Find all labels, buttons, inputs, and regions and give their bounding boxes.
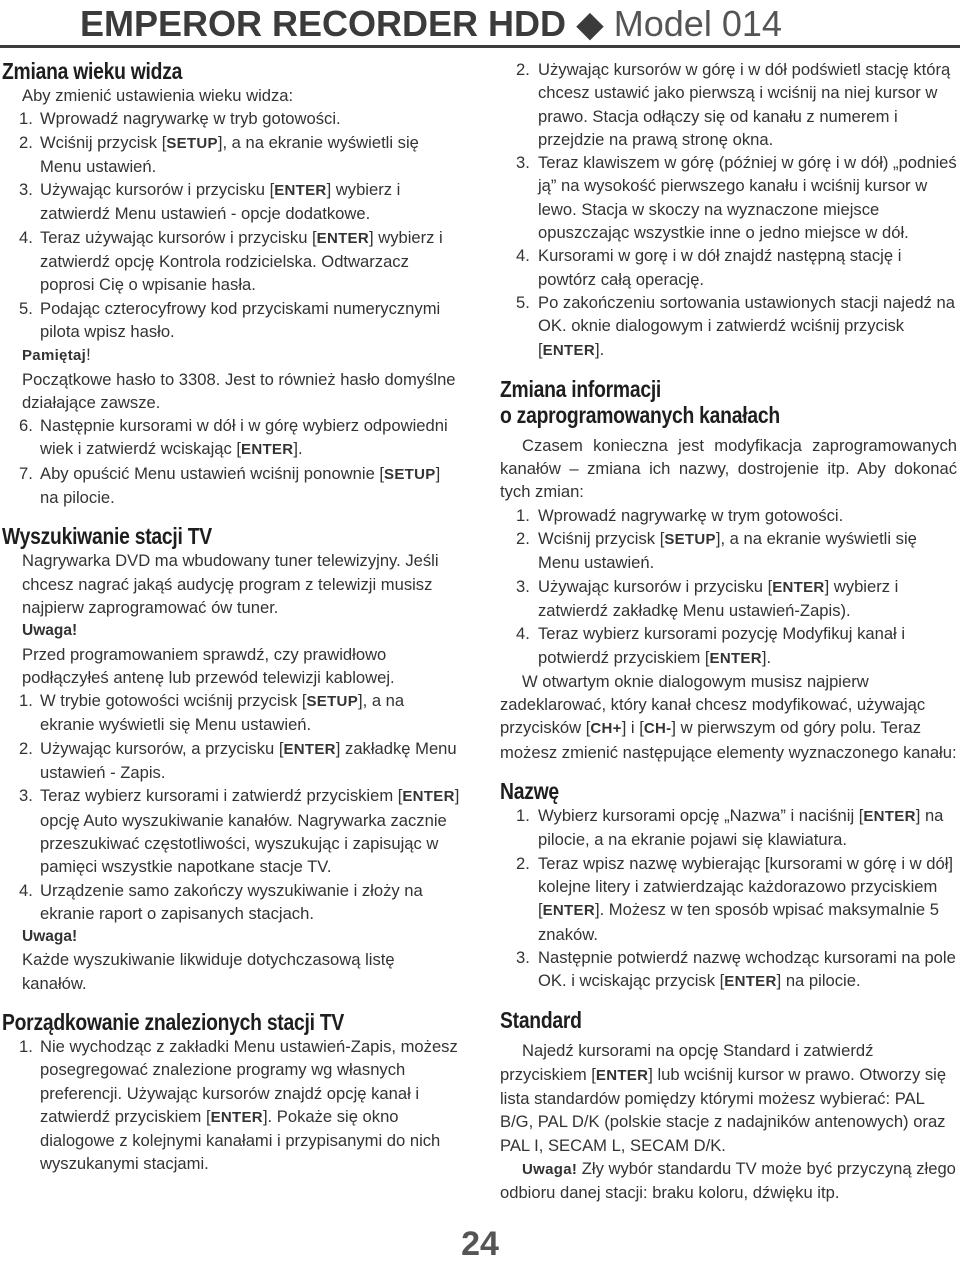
heading-zmiana-wieku: Zmiana wieku widza	[2, 58, 183, 84]
enter-key: ENTER	[274, 182, 327, 200]
list-item: 1. Nie wychodząc z zakładki Menu ustawień-Zapis, możesz posegregować znalezione programy wg własnych preferencji. Używając kursorów znajdź opcję kanał i zatwierdź przyciskiem [ENTER]. Pokaże się okno dialogowe z kolejnymi kanałami i przypisanymi do nich wyszukanymi stacjami.	[19, 1036, 458, 1174]
list-item: 4. Kursorami w gorę i w dół znajdź następną stację i powtórz całą operację.	[516, 246, 902, 289]
enter-key: ENTER	[402, 788, 455, 806]
header-title	[80, 2, 782, 46]
list-wiek-cont	[2, 414, 460, 509]
setup-key: SETUP	[664, 531, 716, 549]
dialog-text: W otwartym oknie dialogowym musisz najpierw zadeklarować, który kanał chcesz modyfikować, używając przycisków [CH+] i [CH-] w pierwszym od góry polu. Teraz możesz zmienić następujące elementy wyznaczonego kanału:	[500, 671, 957, 762]
ch-plus-key: CH+	[590, 720, 622, 738]
right-column	[500, 58, 957, 1204]
page-footer	[0, 1222, 960, 1267]
modification-intro: Czasem konieczna jest modyfikacja zaprogramowanych kanałów – zmiana ich nazwy, dostrojenie itp. Aby dokonać tych zmian:	[500, 435, 957, 502]
list-item: 2. Teraz wpisz nazwę wybierając [kursorami w górę i w dół] kolejne litery i zatwierdzając każdorazowo przyciskiem [ENTER]. Możesz w ten sposób wpisać maksymalnie 5 znaków.	[516, 853, 953, 944]
list-item: 3. Używając kursorów i przycisku [ENTER] wybierz i zatwierdź Menu ustawień - opcje dodatkowe.	[19, 180, 401, 224]
page-number: 24	[461, 1225, 499, 1263]
heading-wyszukiwanie: Wyszukiwanie stacji TV	[2, 523, 212, 550]
left-column	[2, 58, 460, 1176]
warning-label: Uwaga!	[22, 928, 78, 946]
reset-text: Każde wyszukiwanie likwiduje dotychczasową listę kanałów.	[22, 950, 395, 993]
list-porzadkowanie	[2, 1035, 460, 1176]
list-item: 5. Po zakończeniu sortowania ustawionych stacji najedź na OK. oknie dialogowym i zatwierdź wciśnij przycisk [ENTER].	[516, 292, 955, 359]
ch-minus-key: CH-	[643, 720, 672, 738]
enter-key: ENTER	[772, 578, 825, 596]
list-item: 3. Teraz wybierz kursorami i zatwierdź przyciskiem [ENTER] opcję Auto wyszukiwanie kanałów. Nagrywarka zacznie przeszukiwać częstotliwości, wyszukując i zapisując w pamięci wszystkie napotkane stacje TV.	[19, 786, 460, 877]
list-item: 1. W trybie gotowości wciśnij przycisk [SETUP], a na ekranie wyświetli się Menu ustawień.	[19, 691, 405, 735]
tuner-text: Nagrywarka DVD ma wbudowany tuner telewizyjny. Jeśli chcesz nagrać jakąś audycję program z telewizji musisz najpierw zaprogramować ów tuner.	[22, 551, 439, 617]
heading-porzadkowanie: Porządkowanie znalezionych stacji TV	[2, 1008, 345, 1035]
list-item: 1. Wprowadź nagrywarkę w trym gotowości.	[516, 505, 844, 525]
list-nazwe	[500, 804, 957, 993]
heading-zmiana-informacji: Zmiana informacji o zaprogramowanych kanałach	[500, 375, 780, 428]
remember-label: Pamiętaj	[22, 347, 87, 365]
list-item: 3. Następnie potwierdź nazwę wchodząc kursorami na pole OK. i wciskając przycisk [ENTER] na pilocie.	[516, 947, 956, 991]
header-rule	[0, 45, 960, 48]
list-item: 6. Następnie kursorami w dół i w górę wybierz odpowiedni wiek i zatwierdź wciskając [ENTER].	[19, 416, 448, 459]
list-item: 4. Urządzenie samo zakończy wyszukiwanie i złoży na ekranie raport o zapisanych stacjach.	[19, 880, 423, 923]
heading-standard: Standard	[500, 1007, 582, 1034]
warning-label: Uwaga!	[522, 1160, 578, 1178]
heading-nazwe: Nazwę	[500, 778, 559, 805]
enter-key: ENTER	[863, 808, 916, 826]
setup-key: SETUP	[384, 465, 436, 483]
enter-key: ENTER	[595, 1066, 649, 1084]
standard-text: Najedź kursorami na opcję Standard i zatwierdź przyciskiem [ENTER] lub wciśnij kursor w prawo. Otworzy się lista standardów pomiędzy którymi możesz wybierać: PAL B/G, PAL D/K (polskie stacje z nadajników antenowych) oraz PAL I, SECAM L, SECAM D/K.	[500, 1041, 947, 1155]
diamond-icon: ◆	[576, 3, 604, 44]
antenna-text: Przed programowaniem sprawdź, czy prawidłowo podłączyłeś antenę lub przewód telewizji kablowej.	[22, 644, 395, 687]
list-item: 1. Wybierz kursorami opcję „Nazwa” i naciśnij [ENTER] na pilocie, a na ekranie pojawi się klawiatura.	[516, 806, 944, 850]
list-item: 3. Teraz klawiszem w górę (później w górę i w dół) „podnieś ją” na wysokość pierwszego kanału i wciśnij kursor w lewo. Stacja w skoczy na wyznaczone miejsce opuszczając wszystkie inne o jedno miejsce w dół.	[516, 153, 957, 243]
list-item: 1. Wprowadź nagrywarkę w tryb gotowości.	[19, 109, 341, 129]
list-wiek	[2, 107, 460, 343]
list-item: 7. Aby opuścić Menu ustawień wciśnij ponownie [SETUP] na pilocie.	[19, 463, 441, 508]
list-item: 4. Teraz wybierz kursorami pozycję Modyfikuj kanał i potwierdź przyciskiem [ENTER].	[516, 624, 906, 667]
list-item: 2. Wciśnij przycisk [SETUP], a na ekranie wyświetli się Menu ustawień.	[19, 132, 419, 176]
list-zmiana	[500, 504, 957, 670]
list-item: 3. Używając kursorów i przycisku [ENTER] wybierz i zatwierdź zakładkę Menu ustawień-Zapis).	[516, 576, 899, 620]
enter-key: ENTER	[316, 229, 369, 247]
warning-label: Uwaga!	[22, 622, 78, 640]
enter-key: ENTER	[210, 1108, 263, 1126]
password-note: Początkowe hasło to 3308. Jest to również hasło domyślne działające zawsze.	[22, 369, 456, 412]
list-item: 5. Podając czterocyfrowy kod przyciskami numerycznymi pilota wpisz hasło.	[19, 298, 441, 341]
enter-key: ENTER	[241, 441, 294, 459]
remember-line: Pamiętaj!	[22, 345, 91, 365]
brand-name: EMPEROR RECORDER HDD	[80, 3, 567, 44]
enter-key: ENTER	[709, 649, 762, 667]
list-item: 2. Wciśnij przycisk [SETUP], a na ekranie wyświetli się Menu ustawień.	[516, 529, 917, 573]
list-item: 2. Używając kursorów, a przycisku [ENTER] zakładkę Menu ustawień - Zapis.	[19, 738, 457, 783]
standard-warning: Uwaga! Zły wybór standardu TV może być przyczyną złego odbioru danej stacji: braku koloru, dźwięku itp.	[500, 1158, 956, 1203]
enter-key: ENTER	[542, 341, 595, 359]
setup-key: SETUP	[306, 693, 358, 711]
intro-text: Aby zmienić ustawienia wieku widza:	[22, 86, 294, 105]
enter-key: ENTER	[542, 902, 595, 920]
enter-key: ENTER	[724, 973, 777, 991]
setup-key: SETUP	[166, 134, 218, 152]
page-header	[0, 0, 960, 50]
list-item: 2. Używając kursorów w górę i w dół podświetl stację którą chcesz ustawić jako pierwszą i wciśnij na niej kursor w prawo. Stacja odłączy się od kanału z numerem i przejdzie na prawą stronę okna.	[516, 60, 951, 149]
list-porzadkowanie-cont	[500, 58, 957, 362]
enter-key: ENTER	[283, 740, 336, 758]
list-wyszukiwanie	[2, 689, 460, 925]
model-name: Model 014	[613, 3, 782, 44]
list-item: 4. Teraz używając kursorów i przycisku [ENTER] wybierz i zatwierdź opcję Kontrola rodzicielska. Odtwarzacz poprosi Cię o wpisanie hasła.	[19, 227, 443, 295]
